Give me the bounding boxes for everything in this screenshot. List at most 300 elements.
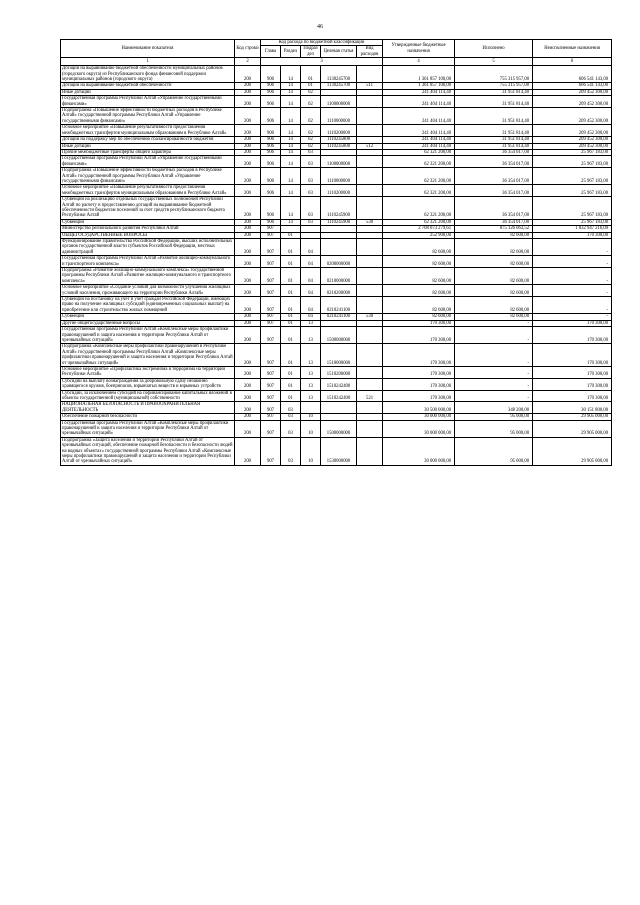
cell-pr: 01 <box>301 66 321 83</box>
cell-gl: 907 <box>261 378 281 390</box>
cell-executed: 36 354 017,00 <box>455 149 533 155</box>
cell-vr <box>357 437 383 465</box>
cell-rz: 01 <box>281 327 301 344</box>
cell-vr <box>357 168 383 185</box>
cell-rz: 01 <box>281 366 301 378</box>
cell-gl: 906 <box>261 66 281 83</box>
table-row <box>61 185 612 197</box>
cell-name: Другие общегосударственные вопросы <box>61 320 235 326</box>
table-row <box>61 66 612 83</box>
cell-unexecuted: - <box>533 285 612 297</box>
cell-cs: 1100000000 <box>321 156 357 168</box>
cell-unexecuted: 606 541 143,00 <box>533 83 612 89</box>
cell-unexecuted: - <box>533 239 612 256</box>
cell-gl: 907 <box>261 437 281 465</box>
table-row <box>61 156 612 168</box>
cell-rz: 03 <box>281 420 301 437</box>
cell-cs: 1510242400 <box>321 390 357 402</box>
cell-name: Дотации на поддержку мер по обеспечению сбалансированности бюджетов <box>61 137 235 143</box>
cell-rz: 01 <box>281 378 301 390</box>
cell-code: 200 <box>235 390 261 402</box>
cell-cs: 1110000000 <box>321 168 357 185</box>
cell-code: 200 <box>235 414 261 420</box>
cell-rz: 14 <box>281 83 301 89</box>
cell-cs: 1110245800 <box>321 143 357 149</box>
cell-unexecuted: 25 967 183,00 <box>533 156 612 168</box>
cell-gl: 906 <box>261 197 281 220</box>
table-row <box>61 327 612 344</box>
cell-name: Государственная программа Республики Алтай «Управление государственными финансами» <box>61 96 235 108</box>
cell-code: 200 <box>235 239 261 256</box>
cell-approved: 241 404 114,40 <box>383 125 455 137</box>
cell-name: Субвенции на реализацию отдельных государственных полномочий Республики Алтай по расчету и предоставлению дотаций на выравнивание бюджетной обеспеченности бюджетам поселений за счет средств республиканского бюджета Республики Алтай <box>61 197 235 220</box>
cell-rz: 03 <box>281 414 301 420</box>
cell-cs: 1100000000 <box>321 96 357 108</box>
header-cs: Целевая статья <box>321 46 357 58</box>
cell-approved: 82 600,00 <box>383 256 455 268</box>
cell-vr <box>357 327 383 344</box>
cell-code: 200 <box>235 168 261 185</box>
cell-pr: 03 <box>301 219 321 225</box>
table-row <box>61 285 612 297</box>
cell-pr: 03 <box>301 156 321 168</box>
cell-rz: 14 <box>281 149 301 155</box>
cell-name: Подпрограмма «Повышение эффективности бюджетных расходов в Республике Алтай» государственной программы Республики Алтай «Управление государственными финансами» <box>61 168 235 185</box>
cell-executed: 82 600,00 <box>455 297 533 314</box>
cell-pr: 03 <box>301 185 321 197</box>
cell-code: 200 <box>235 226 261 232</box>
cell-approved: 1 361 857 100,00 <box>383 66 455 83</box>
cell-approved: 241 404 114,40 <box>383 137 455 143</box>
cell-code: 200 <box>235 66 261 83</box>
cell-name: Государственная программа Республики Алтай «Комплексные меры профилактики правонарушений и защита населения и территории Республики Алтай от чрезвычайных ситуаций» <box>61 327 235 344</box>
cell-executed: - <box>455 378 533 390</box>
cell-gl: 906 <box>261 137 281 143</box>
cell-name: НАЦИОНАЛЬНАЯ БЕЗОПАСНОСТЬ И ПРАВООХРАНИТЕЛЬНАЯ ДЕЯТЕЛЬНОСТЬ <box>61 402 235 414</box>
cell-approved: 241 404 114,40 <box>383 96 455 108</box>
cell-gl: 907 <box>261 314 281 320</box>
cell-rz: 01 <box>281 297 301 314</box>
cell-approved: 241 404 114,40 <box>383 108 455 125</box>
cell-executed: 31 951 814,40 <box>455 137 533 143</box>
table-row <box>61 108 612 125</box>
cell-gl: 906 <box>261 168 281 185</box>
cell-gl: 907 <box>261 414 281 420</box>
cell-pr: 03 <box>301 168 321 185</box>
cell-name: Основное мероприятие «Повышение результативности предоставления межбюджетных трансфертов муниципальным образованиям в Республике Алтай» <box>61 125 235 137</box>
cell-code: 200 <box>235 108 261 125</box>
cell-cs: 1110245800 <box>321 137 357 143</box>
cell-gl: 907 <box>261 366 281 378</box>
table-row <box>61 256 612 268</box>
cell-unexecuted: - <box>533 268 612 285</box>
cell-unexecuted: 170 300,00 <box>533 378 612 390</box>
cell-unexecuted: 170 300,00 <box>533 327 612 344</box>
cell-pr: 04 <box>301 314 321 320</box>
cell-rz: 14 <box>281 185 301 197</box>
cell-cs: 1110000000 <box>321 108 357 125</box>
col-num: 1 <box>61 58 235 66</box>
cell-cs: 0200000000 <box>321 256 357 268</box>
cell-executed: 36 354 017,00 <box>455 156 533 168</box>
cell-gl: 907 <box>261 327 281 344</box>
cell-gl: 906 <box>261 149 281 155</box>
table-row <box>61 83 612 89</box>
cell-name: Подпрограмма «Развитие жилищно-коммунального комплекса» государственной программы Республики Алтай «Развитие жилищно-коммунального и транспортного комплекса» <box>61 268 235 285</box>
cell-pr: 04 <box>301 268 321 285</box>
cell-name: Субвенции <box>61 314 235 320</box>
cell-pr: 01 <box>301 83 321 89</box>
cell-approved: 252 900,00 <box>383 232 455 238</box>
cell-name: Иные дотации <box>61 143 235 149</box>
cell-gl: 906 <box>261 143 281 149</box>
table-row <box>61 366 612 378</box>
cell-vr <box>357 197 383 220</box>
cell-executed: 82 600,00 <box>455 268 533 285</box>
header-code: Код строки <box>235 40 261 58</box>
cell-pr: 02 <box>301 143 321 149</box>
cell-rz: 03 <box>281 402 301 414</box>
cell-name: Дотации на выравнивание бюджетной обеспеченности <box>61 83 235 89</box>
cell-code: 200 <box>235 219 261 225</box>
cell-unexecuted: 170 300,00 <box>533 390 612 402</box>
col-num: 6 <box>533 58 612 66</box>
cell-gl: 906 <box>261 125 281 137</box>
cell-name: Подпрограмма «Защита населения и территории Республики Алтай от чрезвычайных ситуаций, обеспечение пожарной безопасности и безопасности людей на водных объектах» государственной программы Республики Алтай «Комплексные меры профилактики правонарушений и защита населения и территории Республики Алтай от чрезвычайных ситуаций» <box>61 437 235 465</box>
cell-approved: 62 321 200,00 <box>383 185 455 197</box>
cell-gl: 906 <box>261 156 281 168</box>
cell-code: 200 <box>235 378 261 390</box>
cell-code: 200 <box>235 256 261 268</box>
cell-executed: - <box>455 320 533 326</box>
cell-executed: 36 354 017,00 <box>455 185 533 197</box>
header-name: Наименование показателя <box>61 40 235 58</box>
table-row <box>61 268 612 285</box>
cell-code: 200 <box>235 420 261 437</box>
cell-pr: 04 <box>301 297 321 314</box>
cell-unexecuted: 170 300,00 <box>533 344 612 367</box>
cell-rz: 01 <box>281 314 301 320</box>
cell-unexecuted: 25 967 183,00 <box>533 197 612 220</box>
cell-unexecuted: 170 300,00 <box>533 366 612 378</box>
cell-approved: 62 321 200,00 <box>383 156 455 168</box>
cell-executed: 31 951 814,40 <box>455 108 533 125</box>
cell-executed: 82 600,00 <box>455 232 533 238</box>
cell-vr <box>357 256 383 268</box>
cell-vr <box>357 239 383 256</box>
cell-rz: 01 <box>281 285 301 297</box>
cell-code: 200 <box>235 285 261 297</box>
header-podrazdel: Подраз дел <box>301 46 321 58</box>
budget-table <box>60 39 612 466</box>
cell-approved: 170 300,00 <box>383 327 455 344</box>
cell-code: 200 <box>235 402 261 414</box>
cell-vr: 530 <box>357 314 383 320</box>
cell-vr <box>357 366 383 378</box>
cell-cs: 1110200000 <box>321 185 357 197</box>
cell-rz: 01 <box>281 320 301 326</box>
cell-unexecuted: 30 151 800,00 <box>533 402 612 414</box>
cell-vr <box>357 156 383 168</box>
cell-approved: 62 321 200,00 <box>383 197 455 220</box>
cell-unexecuted: 29 905 000,00 <box>533 420 612 437</box>
cell-executed: 31 951 814,40 <box>455 89 533 95</box>
cell-rz: 14 <box>281 219 301 225</box>
col-num: 4 <box>383 58 455 66</box>
cell-unexecuted: 606 541 143,00 <box>533 66 612 83</box>
cell-gl: 907 <box>261 420 281 437</box>
cell-gl: 907 <box>261 232 281 238</box>
page-number: 46 <box>317 24 323 30</box>
cell-unexecuted: 209 452 300,00 <box>533 137 612 143</box>
cell-gl: 907 <box>261 390 281 402</box>
cell-executed: 36 354 017,00 <box>455 168 533 185</box>
cell-code: 200 <box>235 268 261 285</box>
cell-approved: 170 300,00 <box>383 344 455 367</box>
cell-name: Основное мероприятие «Повышение результативности предоставления межбюджетных трансфертов муниципальным образованиям в Республике Алтай» <box>61 185 235 197</box>
cell-code: 200 <box>235 125 261 137</box>
cell-vr <box>357 344 383 367</box>
cell-gl: 907 <box>261 297 281 314</box>
cell-cs: 1130245700 <box>321 66 357 83</box>
column-numbers-row <box>61 58 612 66</box>
cell-code: 200 <box>235 185 261 197</box>
cell-executed: 82 600,00 <box>455 256 533 268</box>
cell-cs: 0210200000 <box>321 285 357 297</box>
cell-unexecuted: 29 905 000,00 <box>533 414 612 420</box>
cell-approved: 170 300,00 <box>383 366 455 378</box>
cell-rz: 14 <box>281 143 301 149</box>
cell-vr <box>357 185 383 197</box>
cell-executed: 95 000,00 <box>455 420 533 437</box>
cell-name: Субвенции на постановку на учет и учет граждан Российской Федерации, имеющих право на получение жилищных субсидий (единовременных социальных выплат) на приобретение или строительство жилых помещений <box>61 297 235 314</box>
cell-executed: - <box>455 327 533 344</box>
cell-name: Субсидии на выплату вознаграждения за добровольную сдачу незаконно хранящегося оружия, боеприпасов, взрывчатых веществ и взрывных устройств <box>61 378 235 390</box>
cell-executed: 95 000,00 <box>455 437 533 465</box>
cell-cs: 0210241100 <box>321 297 357 314</box>
header-vr: Вид расходов <box>357 46 383 58</box>
cell-gl: 906 <box>261 83 281 89</box>
table-header <box>61 40 612 66</box>
cell-unexecuted: 209 452 300,00 <box>533 125 612 137</box>
cell-rz: 14 <box>281 156 301 168</box>
cell-rz: 14 <box>281 125 301 137</box>
cell-pr: 10 <box>301 414 321 420</box>
header-approved: Утвержденные бюджетные назначения <box>383 40 455 58</box>
cell-name: Дотации на выравнивание бюджетной обеспеченности муниципальных районов (городского округа) из Республиканского фонда финансовой поддержки муниципальных районов (городского округа) <box>61 66 235 83</box>
cell-pr: 02 <box>301 108 321 125</box>
cell-approved: 30 000 000,00 <box>383 414 455 420</box>
cell-pr: 13 <box>301 320 321 326</box>
cell-unexecuted: 170 300,00 <box>533 320 612 326</box>
cell-pr: 04 <box>301 285 321 297</box>
cell-executed: 82 600,00 <box>455 314 533 320</box>
cell-executed: - <box>455 344 533 367</box>
cell-executed: 82 600,00 <box>455 239 533 256</box>
cell-rz: 14 <box>281 66 301 83</box>
cell-cs <box>321 402 357 414</box>
cell-rz: 01 <box>281 256 301 268</box>
cell-cs: 0210241100 <box>321 314 357 320</box>
cell-unexecuted: 209 452 300,00 <box>533 143 612 149</box>
cell-gl: 906 <box>261 185 281 197</box>
cell-code: 200 <box>235 232 261 238</box>
cell-vr <box>357 402 383 414</box>
cell-rz: 14 <box>281 137 301 143</box>
cell-executed: 755 315 957,00 <box>455 66 533 83</box>
cell-cs: 1510000000 <box>321 344 357 367</box>
table-row <box>61 168 612 185</box>
cell-name: Государственная программа Республики Алтай «Управление государственными финансами» <box>61 156 235 168</box>
cell-unexecuted: 25 967 183,00 <box>533 168 612 185</box>
cell-approved: 241 404 114,40 <box>383 143 455 149</box>
cell-approved: 82 600,00 <box>383 268 455 285</box>
cell-cs: 1130245700 <box>321 83 357 89</box>
cell-name: Субвенции <box>61 219 235 225</box>
cell-name: Обеспечение пожарной безопасности <box>61 414 235 420</box>
cell-unexecuted: 29 905 000,00 <box>533 437 612 465</box>
cell-code: 200 <box>235 297 261 314</box>
cell-code: 200 <box>235 156 261 168</box>
cell-rz: 01 <box>281 390 301 402</box>
cell-cs: 1500000000 <box>321 327 357 344</box>
table-row <box>61 402 612 414</box>
cell-approved: 30 000 000,00 <box>383 437 455 465</box>
cell-code: 200 <box>235 197 261 220</box>
cell-vr: 530 <box>357 219 383 225</box>
table-row <box>61 96 612 108</box>
cell-vr <box>357 378 383 390</box>
cell-gl: 907 <box>261 320 281 326</box>
cell-name: Функционирование Правительства Российской Федерации, высших исполнительных органов государственной власти субъектов Российской Федерации, местных администраций <box>61 239 235 256</box>
cell-rz: 03 <box>281 437 301 465</box>
cell-pr: 13 <box>301 327 321 344</box>
table-row <box>61 197 612 220</box>
cell-gl: 907 <box>261 285 281 297</box>
cell-vr <box>357 297 383 314</box>
cell-unexecuted: 1 832 947 216,09 <box>533 226 612 232</box>
cell-name: Субсидии, за исключением субсидий на софинансирование капитальных вложений в объекты государственной (муниципальной) собственности <box>61 390 235 402</box>
cell-cs: 1110245900 <box>321 197 357 220</box>
cell-vr: 511 <box>357 83 383 89</box>
cell-approved: 62 321 200,00 <box>383 219 455 225</box>
cell-rz: 01 <box>281 232 301 238</box>
cell-executed: 31 951 814,40 <box>455 96 533 108</box>
cell-pr: 03 <box>301 149 321 155</box>
cell-rz: 01 <box>281 268 301 285</box>
cell-approved: 62 321 200,00 <box>383 168 455 185</box>
cell-executed: 95 000,00 <box>455 414 533 420</box>
cell-approved: 241 404 114,40 <box>383 89 455 95</box>
cell-cs: 1530000000 <box>321 437 357 465</box>
cell-code: 200 <box>235 149 261 155</box>
cell-unexecuted: - <box>533 256 612 268</box>
cell-name: Министерство регионального развития Республики Алтай <box>61 226 235 232</box>
cell-unexecuted: 25 967 183,00 <box>533 219 612 225</box>
cell-rz: 14 <box>281 168 301 185</box>
table-row <box>61 390 612 402</box>
cell-pr: 13 <box>301 378 321 390</box>
cell-name: ОБЩЕГОСУДАРСТВЕННЫЕ ВОПРОСЫ <box>61 232 235 238</box>
cell-rz: 14 <box>281 96 301 108</box>
cell-pr: 02 <box>301 96 321 108</box>
cell-name: Основное мероприятие «Создание условий для возможности улучшения жилищных условий населения, проживающего на территории Республики Алтай» <box>61 285 235 297</box>
cell-approved: 170 300,00 <box>383 320 455 326</box>
cell-name: Иные дотации <box>61 89 235 95</box>
cell-unexecuted: 209 452 300,00 <box>533 96 612 108</box>
cell-executed: 36 354 017,00 <box>455 219 533 225</box>
cell-approved: 82 600,00 <box>383 239 455 256</box>
cell-gl: 907 <box>261 226 281 232</box>
cell-approved: 1 361 857 100,00 <box>383 83 455 89</box>
cell-gl: 907 <box>261 344 281 367</box>
cell-gl: 907 <box>261 256 281 268</box>
cell-vr <box>357 268 383 285</box>
table-row <box>61 378 612 390</box>
cell-unexecuted: 209 452 300,00 <box>533 108 612 125</box>
cell-gl: 907 <box>261 268 281 285</box>
cell-rz: 01 <box>281 239 301 256</box>
table-row <box>61 344 612 367</box>
cell-rz: 14 <box>281 108 301 125</box>
table-row <box>61 239 612 256</box>
cell-code: 200 <box>235 327 261 344</box>
table-body <box>61 66 612 466</box>
cell-pr <box>301 402 321 414</box>
cell-approved: 62 321 200,00 <box>383 149 455 155</box>
cell-pr: 02 <box>301 89 321 95</box>
cell-pr: 13 <box>301 344 321 367</box>
cell-pr: 10 <box>301 437 321 465</box>
cell-vr <box>357 108 383 125</box>
cell-code: 200 <box>235 320 261 326</box>
cell-unexecuted: 25 967 183,00 <box>533 149 612 155</box>
cell-vr <box>357 285 383 297</box>
cell-executed: 36 354 017,00 <box>455 197 533 220</box>
header-executed: Исполнено <box>455 40 533 58</box>
cell-vr: 521 <box>357 390 383 402</box>
table-row <box>61 297 612 314</box>
cell-executed: 82 600,00 <box>455 285 533 297</box>
cell-approved: 2 708 073 279,61 <box>383 226 455 232</box>
cell-cs: 1510200000 <box>321 366 357 378</box>
cell-gl: 906 <box>261 219 281 225</box>
cell-unexecuted: 170 300,00 <box>533 232 612 238</box>
header-glava: Глава <box>261 46 281 58</box>
cell-rz: 14 <box>281 89 301 95</box>
cell-name: Подпрограмма «Повышение эффективности бюджетных расходов в Республике Алтай» государственной программы Республики Алтай «Управление государственными финансами» <box>61 108 235 125</box>
cell-name: Государственная программа Республики Алтай «Развитие жилищно-коммунального и транспортного комплекса» <box>61 256 235 268</box>
cell-gl: 907 <box>261 239 281 256</box>
cell-pr: 02 <box>301 125 321 137</box>
cell-gl: 906 <box>261 108 281 125</box>
cell-pr: 13 <box>301 390 321 402</box>
cell-pr: 10 <box>301 420 321 437</box>
cell-approved: 170 300,00 <box>383 390 455 402</box>
cell-code: 200 <box>235 314 261 320</box>
table-row <box>61 420 612 437</box>
cell-unexecuted: 209 452 300,00 <box>533 89 612 95</box>
cell-cs: 1110245900 <box>321 219 357 225</box>
cell-pr: 04 <box>301 239 321 256</box>
cell-executed: 31 951 814,40 <box>455 143 533 149</box>
cell-pr: 13 <box>301 366 321 378</box>
cell-code: 200 <box>235 344 261 367</box>
cell-rz: 01 <box>281 344 301 367</box>
cell-vr <box>357 66 383 83</box>
cell-name: Подпрограмма «Комплексные меры профилактики правонарушений в Республике Алтай» государственной программы Республики Алтай «Комплексные меры профилактики правонарушений и защита населения и территории Республики Алтай от чрезвычайных ситуаций» <box>62 344 233 366</box>
cell-code: 200 <box>235 137 261 143</box>
